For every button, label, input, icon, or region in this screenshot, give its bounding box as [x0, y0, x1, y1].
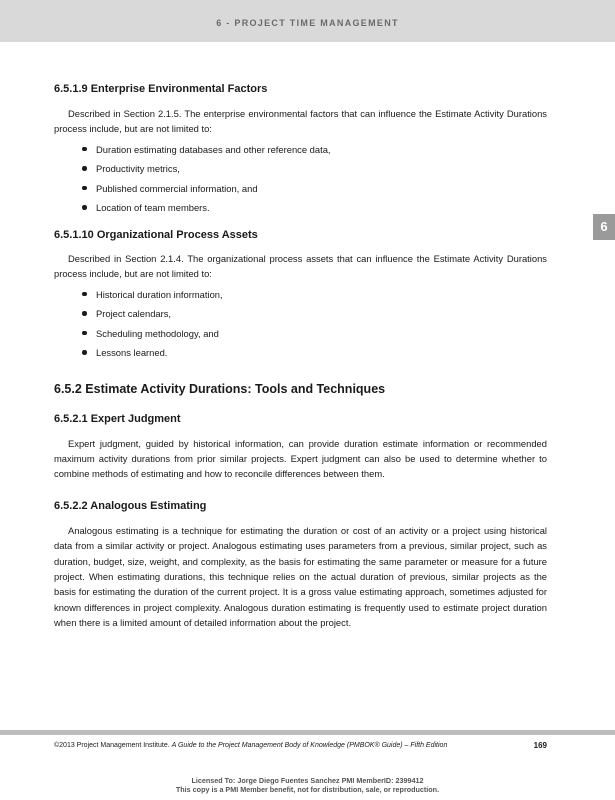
paragraph-analogous-estimating: Analogous estimating is a technique for estimating the duration or cost of an activity or a project using historical data from a similar activity or project. Analogous estimating uses parameters from a previous, similar project, such as duration, budget, size, weight, and complexity, as the basis for estimating the same parameter or measure for a future project. When estimating durations, this technique relies on the actual duration of previous, similar projects as the basis for estimating the duration of the current project. It is a gross value estimating approach, sometimes adjusted for known differences in project complexity. Analogous duration estimating is frequently used to estimate project duration when there is a limited amount of detailed information about the project. — [54, 524, 547, 629]
list-item: Project calendars, — [82, 304, 547, 324]
list-item: Scheduling methodology, and — [82, 324, 547, 344]
page-number: 169 — [533, 741, 547, 750]
paragraph-opa: Described in Section 2.1.4. The organizational process assets that can influence the Estimate Activity Durations process include, but are not limited to: — [54, 252, 547, 280]
list-item: Historical duration information, — [82, 285, 547, 305]
running-title: 6 - PROJECT TIME MANAGEMENT — [216, 18, 399, 28]
list-item: Lessons learned. — [82, 343, 547, 363]
section-heading-6-5-2: 6.5.2 Estimate Activity Durations: Tools and Techniques — [54, 381, 386, 396]
header-band — [0, 0, 615, 42]
license-line-1: Licensed To: Jorge Diego Fuentes Sanchez PMI MemberID: 2399412 — [191, 776, 424, 785]
footer-copyright — [54, 742, 447, 749]
list-item: Location of team members. — [82, 198, 547, 218]
page-content — [54, 82, 547, 631]
paragraph-expert-judgment: Expert judgment, guided by historical information, can provide duration estimate information or recommended maximum activity durations from prior similar projects. Expert judgment can also be used to determine whether to combine methods of estimating and how to reconcile differences between them. — [54, 437, 547, 480]
book-title: A Guide to the Project Management Body of Knowledge (PMBOK® Guide) – Fifth Edition — [171, 742, 448, 749]
section-heading-6-5-2-2: 6.5.2.2 Analogous Estimating — [54, 499, 207, 512]
section-heading-6-5-1-9: 6.5.1.9 Enterprise Environmental Factors — [54, 83, 268, 95]
copyright-text: ©2013 Project Management Institute. — [54, 742, 170, 749]
license-line-2: This copy is a PMI Member benefit, not for distribution, sale, or reproduction. — [175, 784, 440, 794]
footer-rule — [0, 730, 615, 735]
license-notice — [0, 777, 615, 794]
list-item: Published commercial information, and — [82, 179, 547, 199]
paragraph-eef: Described in Section 2.1.5. The enterprise environmental factors that can influence the Estimate Activity Durations process include, but are not limited to: — [54, 108, 547, 135]
chapter-tab: 6 — [593, 214, 615, 240]
bullet-list-eef — [54, 140, 547, 218]
list-item: Duration estimating databases and other reference data, — [82, 140, 547, 160]
list-item: Productivity metrics, — [82, 159, 547, 179]
section-heading-6-5-2-1: 6.5.2.1 Expert Judgment — [54, 412, 181, 425]
section-heading-6-5-1-10: 6.5.1.10 Organizational Process Assets — [54, 228, 258, 241]
bullet-list-opa — [54, 285, 547, 363]
